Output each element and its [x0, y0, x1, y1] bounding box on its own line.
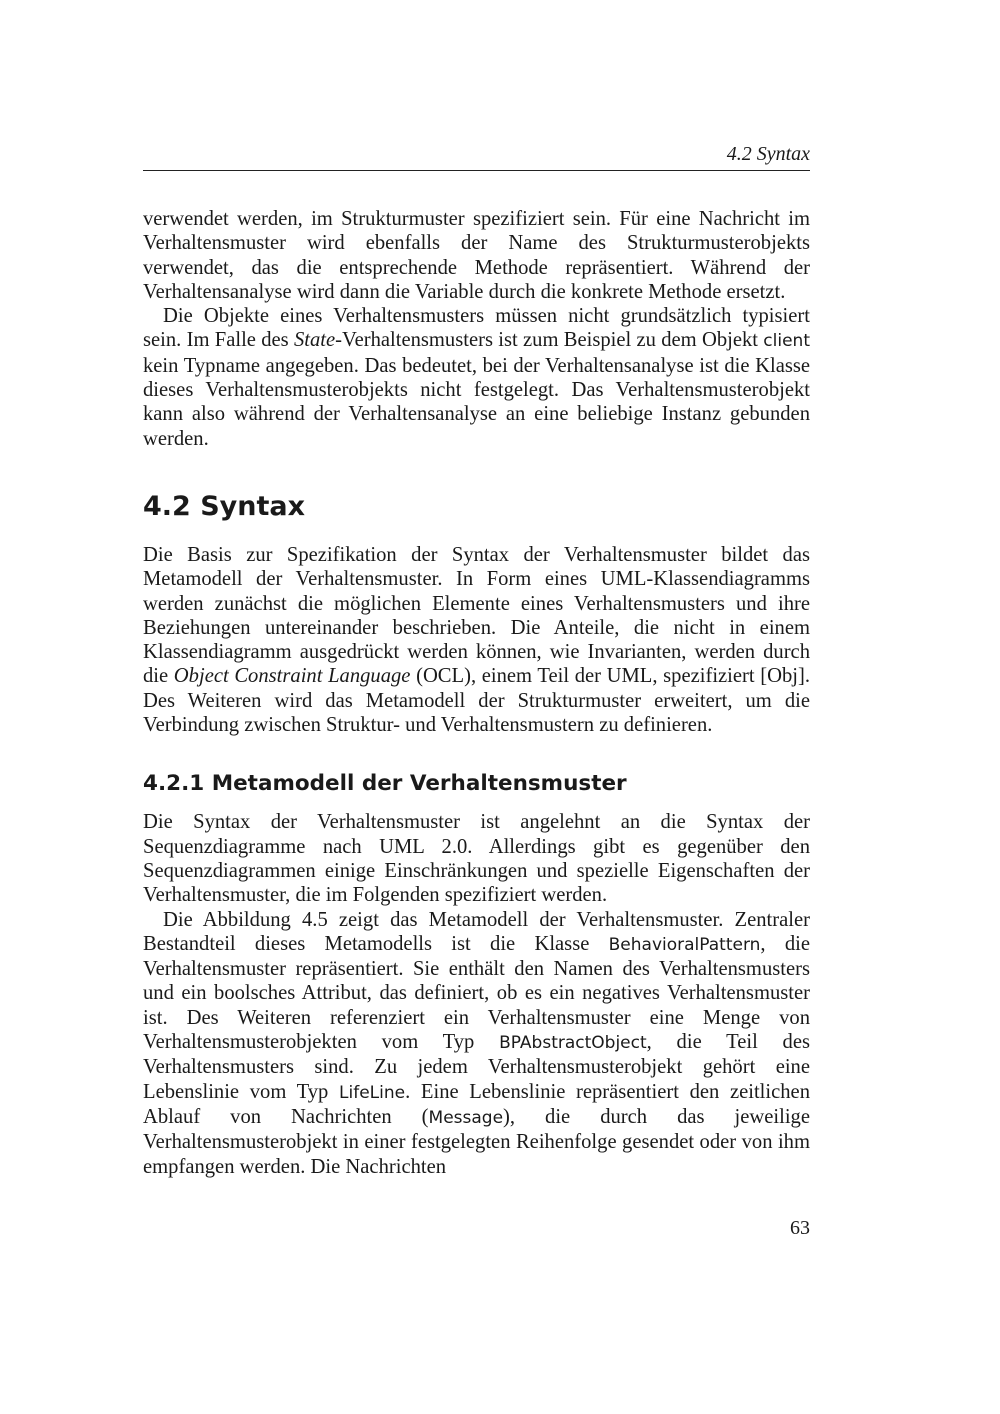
state-pattern-term: State	[293, 329, 336, 352]
paragraph-text: , die Verhaltensmuster repräsentiert. Sie enthält den Namen des Verhaltensmusters und ein boolsches Attribut, das definiert, ob es ein negatives Verhaltensmuster ist. Des Weiteren referenziert ein Verhaltensmuster eine Menge von Verhaltensmusterobjekten vom Typ	[143, 932, 810, 1054]
paragraph-text: Die Abbildung 4.5 zeigt das Metamodell der Verhaltensmuster. Zentraler Bestandteil dieses Metamodells ist die Klasse	[143, 908, 810, 955]
paragraph-text: , die Teil des Verhaltensmusters sind. Zu jedem Verhaltensmusterobjekt gehört eine Lebenslinie vom Typ	[143, 1031, 810, 1103]
behavioralpattern-identifier: BehavioralPattern	[608, 934, 761, 955]
paragraph-syntax-intro	[143, 543, 810, 737]
running-header: 4.2 Syntax	[143, 142, 810, 171]
paragraph-metamodel	[143, 908, 810, 1179]
paragraph-untyped-objects	[143, 304, 810, 451]
paragraph-continuation: verwendet werden, im Strukturmuster spezifiziert sein. Für eine Nachricht im Verhaltensmuster wird ebenfalls der Name des Strukturmusterobjekts verwendet, das die entsprechende Methode repräsentiert. Während der Verhaltensanalyse wird dann die Variable durch die konkrete Methode ersetzt.	[143, 208, 810, 303]
message-identifier: Message	[428, 1107, 504, 1128]
paragraph-sequence-diagram: Die Syntax der Verhaltensmuster ist angelehnt an die Syntax der Sequenzdiagramme nach UML 2.0. Allerdings gibt es gegenüber den Sequenzdiagrammen einige Einschränkungen und spezielle Eigenschaften der Verhaltensmuster, die im Folgenden spezifiziert werden.	[143, 811, 810, 907]
ocl-term: Object Constraint Language	[173, 665, 411, 688]
paragraph-text: ), die durch das jeweilige Verhaltensmusterobjekt in einer festgelegten Reihenfolge gesendet oder von ihm empfangen werden. Die Nachrichten	[143, 1105, 810, 1178]
paragraph-text: -Verhaltensmusters ist zum Beispiel zu dem Objekt	[335, 329, 764, 352]
section-heading: 4.2 Syntax	[143, 490, 306, 522]
paragraph-text: . Eine Lebenslinie repräsentiert den zeitlichen Ablauf von Nachrichten (	[143, 1080, 810, 1128]
subsection-heading: 4.2.1 Metamodell der Verhaltensmuster	[143, 771, 627, 797]
paragraph-text: Die Basis zur Spezifikation der Syntax der Verhaltensmuster bildet das Metamodell der Verhaltensmuster. In Form eines UML-Klassendiagramms werden zunächst die möglichen Elemente eines Verhaltensmusters und ihre Beziehungen untereinander beschrieben. Die Anteile, die nicht in einem Klassendiagramm ausgedrückt werden können, wie Invarianten, werden durch die	[143, 543, 810, 688]
bpabstractobject-identifier: BPAbstractObject	[499, 1033, 647, 1054]
page-number: 63	[790, 1217, 810, 1239]
paragraph-text: Die Objekte eines Verhaltensmusters müssen nicht grundsätzlich typisiert sein. Im Falle des	[143, 305, 810, 352]
client-identifier: client	[763, 331, 810, 352]
lifeline-identifier: LifeLine	[339, 1082, 406, 1103]
paragraph-text: kein Typname angegeben. Das bedeutet, bei der Verhaltensanalyse ist die Klasse dieses Verhaltensmusterobjekts nicht festgelegt. Das Verhaltensmusterobjekt kann also während der Verhaltensanalyse an eine beliebige Instanz gebunden werden.	[143, 354, 810, 450]
page-body	[143, 207, 810, 1179]
paragraph-text: (OCL), einem Teil der UML, spezifiziert [Obj]. Des Weiteren wird das Metamodell der Strukturmuster erweitert, um die Verbindung zwischen Struktur- und Verhaltensmustern zu definieren.	[143, 665, 811, 737]
